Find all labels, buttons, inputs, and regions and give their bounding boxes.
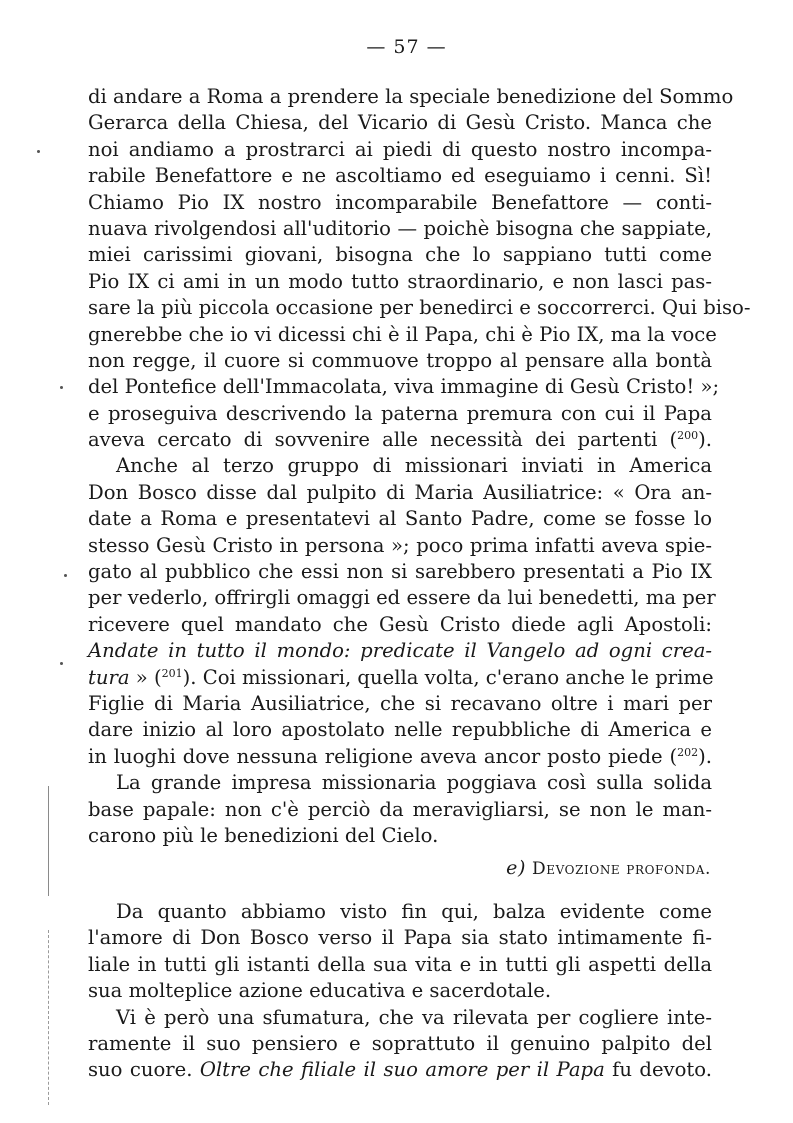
line-text-emphasis: Oltre che filiale il suo amore per il Papa xyxy=(199,1058,605,1082)
paragraph-5 xyxy=(88,1005,712,1084)
section-title: Devozione profonda. xyxy=(532,859,711,879)
text-line: ramente il suo pensiero e soprattuto il genuino palpito del xyxy=(88,1031,712,1055)
paragraph-3 xyxy=(88,770,712,849)
line-text: ). xyxy=(698,428,712,452)
text-line: carono più le benedizioni del Cielo. xyxy=(88,823,439,847)
text-line xyxy=(88,665,712,691)
text-line: del Pontefice dell'Immacolata, viva immagine di Gesù Cristo! »; xyxy=(88,375,720,399)
text-line: Don Bosco disse dal pulpito di Maria Ausiliatrice: « Ora an- xyxy=(88,480,712,504)
line-text: » ( xyxy=(129,665,162,689)
text-line: date a Roma e presentatevi al Santo Padre, come se fosse lo xyxy=(88,507,712,531)
line-text: in luoghi dove nessuna religione aveva ancor posto piede ( xyxy=(88,744,678,768)
paragraph-1 xyxy=(88,84,751,453)
text-line: La grande impresa missionaria poggiava così sulla solida xyxy=(116,771,712,795)
text-line: gnerebbe che io vi dicessi chi è il Papa, chi è Pio IX, ma la voce xyxy=(88,322,717,346)
text-line: liale in tutti gli istanti della sua vita e in tutti gli aspetti della xyxy=(88,952,712,976)
section-prefix: e) xyxy=(506,857,527,879)
text-line: Gerarca della Chiesa, del Vicario di Gesù Cristo. Manca che xyxy=(88,111,712,135)
body-text-lower xyxy=(88,899,712,1084)
text-line: dare inizio al loro apostolato nelle repubbliche di America e xyxy=(88,718,712,742)
text-line xyxy=(88,1057,712,1083)
scan-speck xyxy=(60,662,63,665)
scan-speck xyxy=(64,574,67,577)
body-text-upper xyxy=(88,84,751,849)
section-heading xyxy=(506,857,711,879)
text-line: ricevere quel mandato che Gesù Cristo diede agli Apostoli: xyxy=(88,612,712,636)
line-text: aveva cercato di sovvenire alle necessità dei partenti ( xyxy=(88,428,678,452)
footnote-ref-200: 200 xyxy=(677,429,699,443)
paragraph-4 xyxy=(88,899,712,1005)
line-text: tura xyxy=(88,665,130,689)
text-line: sare la più piccola occasione per benedirci e soccorrerci. Qui biso- xyxy=(88,296,751,320)
text-line: per vederlo, offrirgli omaggi ed essere da lui benedetti, ma per xyxy=(88,586,716,610)
scan-speck xyxy=(37,150,40,153)
text-line: di andare a Roma a prendere la speciale benedizione del Sommo xyxy=(88,85,734,108)
text-line: non regge, il cuore si commuove troppo al pensare alla bontà xyxy=(88,348,712,372)
scan-speck xyxy=(60,386,63,389)
line-text: ). Coi missionari, quella volta, c'erano anche le prime xyxy=(182,665,714,689)
text-line: Da quanto abbiamo visto fin qui, balza evidente come xyxy=(116,900,712,923)
text-line: stesso Gesù Cristo in persona »; poco prima infatti aveva spie- xyxy=(88,533,712,557)
text-line: l'amore di Don Bosco verso il Papa sia stato intimamente fi- xyxy=(88,926,712,950)
text-line: gato al pubblico che essi non si sarebbero presentati a Pio IX xyxy=(88,560,712,584)
text-line: miei carissimi giovani, bisogna che lo sappiano tutti come xyxy=(88,243,712,267)
line-text: suo cuore. xyxy=(88,1058,200,1082)
line-text: fu devoto. xyxy=(604,1058,712,1082)
text-line: Anche al terzo gruppo di missionari inviati in America xyxy=(116,454,712,478)
text-line-quote: Andate in tutto il mondo: predicate il Vangelo ad ogni crea- xyxy=(88,639,712,663)
text-line: sua molteplice azione educativa e sacerdotale. xyxy=(88,979,552,1003)
text-line: base papale: non c'è perciò da meravigliarsi, se non le man- xyxy=(88,797,712,821)
text-line xyxy=(88,744,712,770)
text-line: Pio IX ci ami in un modo tutto straordinario, e non lasci pas- xyxy=(88,269,712,293)
page-number: — 57 — xyxy=(366,36,447,58)
text-line: nuava rivolgendosi all'uditorio — poichè bisogna che sappiate, xyxy=(88,216,712,240)
text-line: e proseguiva descrivendo la paterna premura con cui il Papa xyxy=(88,401,712,425)
text-line: noi andiamo a prostrarci ai piedi di questo nostro incompa- xyxy=(88,137,712,161)
text-line: Chiamo Pio IX nostro incomparabile Benefattore — conti- xyxy=(88,190,712,214)
footnote-ref-202: 202 xyxy=(677,745,699,759)
margin-rule xyxy=(48,786,49,896)
text-line: Vi è però una sfumatura, che va rilevata per cogliere inte- xyxy=(116,1005,712,1029)
text-line: Figlie di Maria Ausiliatrice, che si recavano oltre i mari per xyxy=(88,691,712,715)
text-line: rabile Benefattore e ne ascoltiamo ed eseguiamo i cenni. Sì! xyxy=(88,164,712,188)
paragraph-2 xyxy=(88,453,716,770)
text-line xyxy=(88,427,712,453)
margin-rule xyxy=(48,930,49,1105)
line-text: ). xyxy=(698,744,712,768)
footnote-ref-201: 201 xyxy=(161,666,183,680)
